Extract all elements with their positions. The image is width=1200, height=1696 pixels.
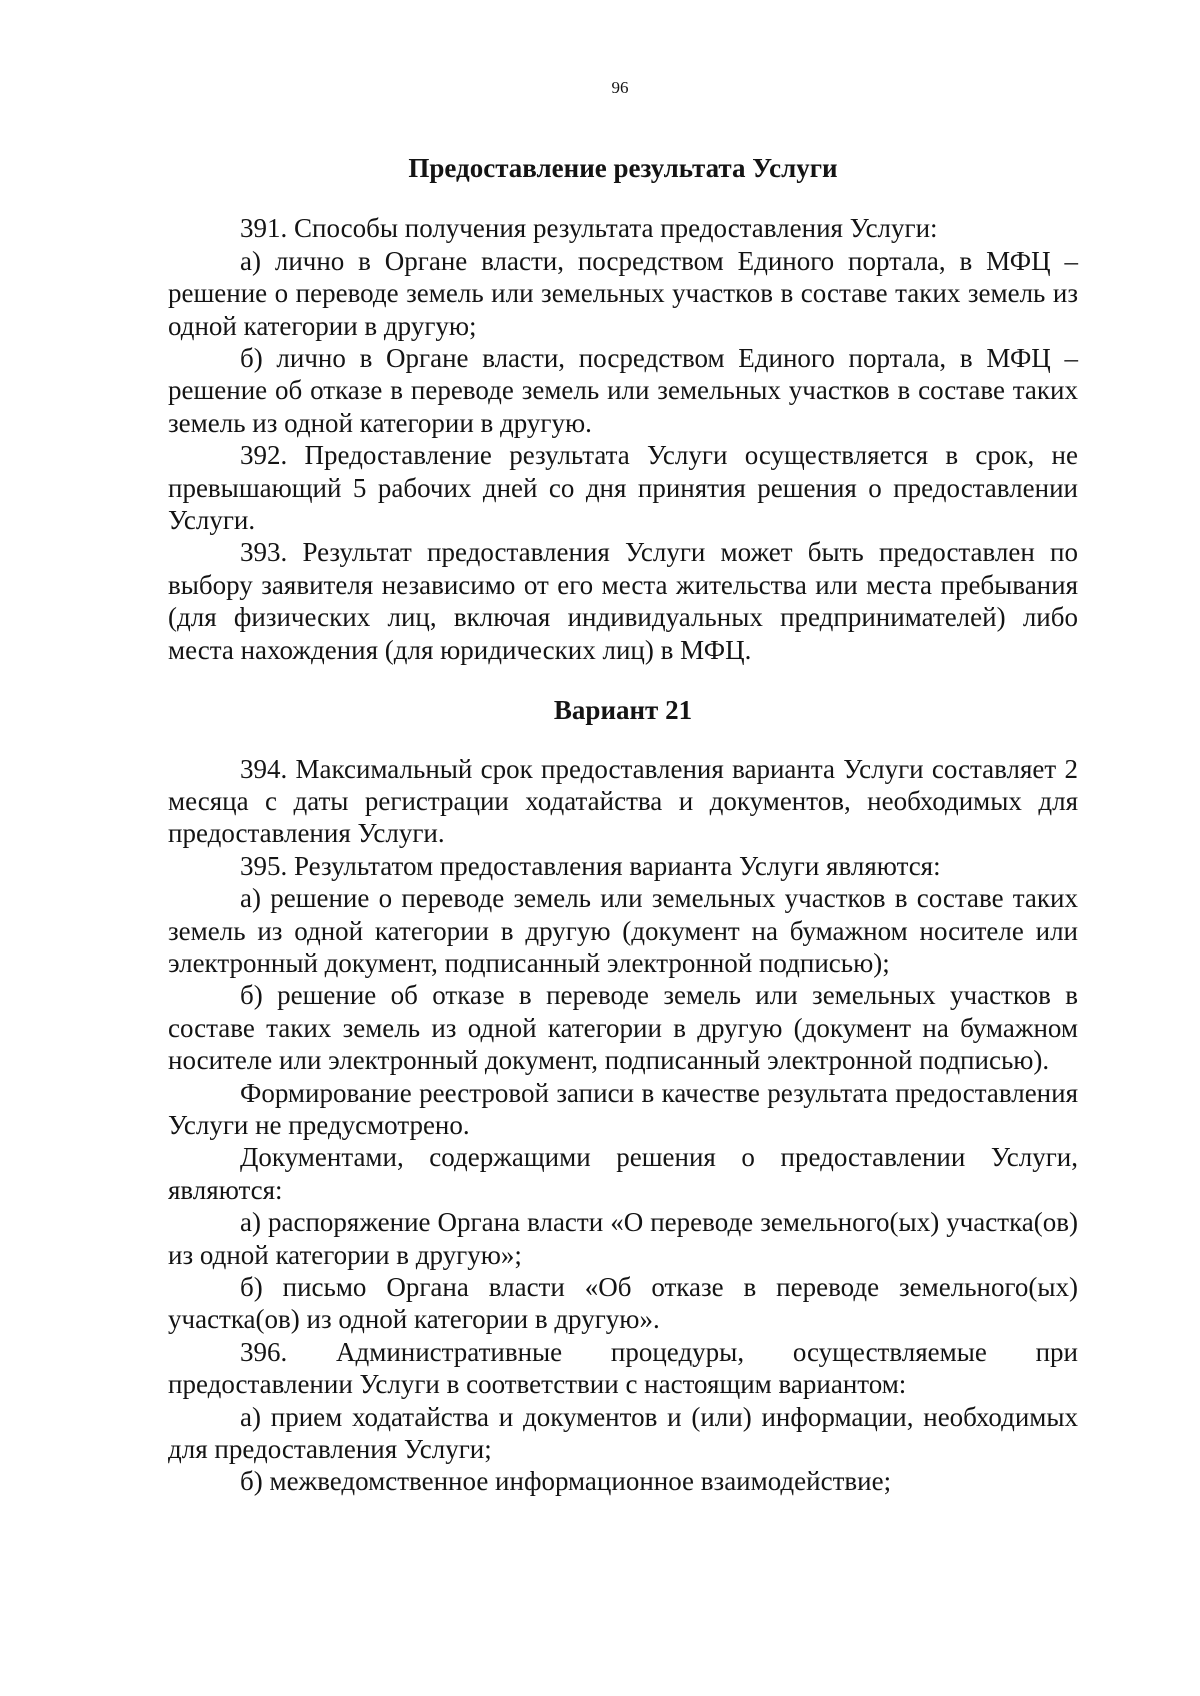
paragraph-395-b: б) решение об отказе в переводе земель или земельных участков в составе таких земель из одной категории в другую (документ на бумажном носителе или электронный документ, подписанный электронной подписью). <box>168 980 1078 1076</box>
paragraph-396-a: а) прием ходатайства и документов и (или) информации, необходимых для предоставления Услуги; <box>168 1401 1078 1465</box>
section-heading-variant: Вариант 21 <box>553 695 693 726</box>
paragraph-391-a: а) лично в Органе власти, посредством Единого портала, в МФЦ – решение о переводе земель или земельных участков в составе таких земель из одной категории в другую; <box>168 245 1078 341</box>
paragraph-393: 393. Результат предоставления Услуги может быть предоставлен по выбору заявителя независимо от его места жительства или места пребывания (для физических лиц, включая индивидуальных предпринимателей) либо места нахождения (для юридических лиц) в МФЦ. <box>168 537 1078 665</box>
paragraph-392: 392. Предоставление результата Услуги осуществляется в срок, не превышающий 5 рабочих дней со дня принятия решения о предоставлении Услуги. <box>168 440 1078 536</box>
document-body <box>168 142 1078 1498</box>
paragraph-395-a: а) решение о переводе земель или земельных участков в составе таких земель из одной категории в другую (документ на бумажном носителе или электронный документ, подписанный электронной подписью); <box>168 883 1078 978</box>
paragraph-396-b: б) межведомственное информационное взаимодействие; <box>240 1466 892 1497</box>
paragraph-396: 396. Административные процедуры, осуществляемые при предоставлении Услуги в соответствии с настоящим вариантом: <box>168 1336 1078 1400</box>
paragraph-documents-b: б) письмо Органа власти «Об отказе в переводе земельного(ых) участка(ов) из одной категории в другую». <box>168 1272 1078 1335</box>
paragraph-391-b: б) лично в Органе власти, посредством Единого портала, в МФЦ – решение об отказе в переводе земель или земельных участков в составе таких земель из одной категории в другую. <box>168 343 1078 438</box>
paragraph-documents: Документами, содержащими решения о предоставлении Услуги, являются: <box>168 1142 1078 1205</box>
paragraph-registry: Формирование реестровой записи в качестве результата предоставления Услуги не предусмотрено. <box>168 1077 1078 1140</box>
section-heading-result: Предоставление результата Услуги <box>408 153 838 183</box>
page-number: 96 <box>611 78 629 97</box>
paragraph-395: 395. Результатом предоставления варианта Услуги являются: <box>240 850 941 881</box>
paragraph-394: 394. Максимальный срок предоставления варианта Услуги составляет 2 месяца с даты регистрации ходатайства и документов, необходимых для предоставления Услуги. <box>168 753 1078 849</box>
paragraph-documents-a: а) распоряжение Органа власти «О переводе земельного(ых) участка(ов) из одной категории в другую»; <box>168 1207 1078 1270</box>
paragraph-391: 391. Способы получения результата предоставления Услуги: <box>240 213 938 244</box>
